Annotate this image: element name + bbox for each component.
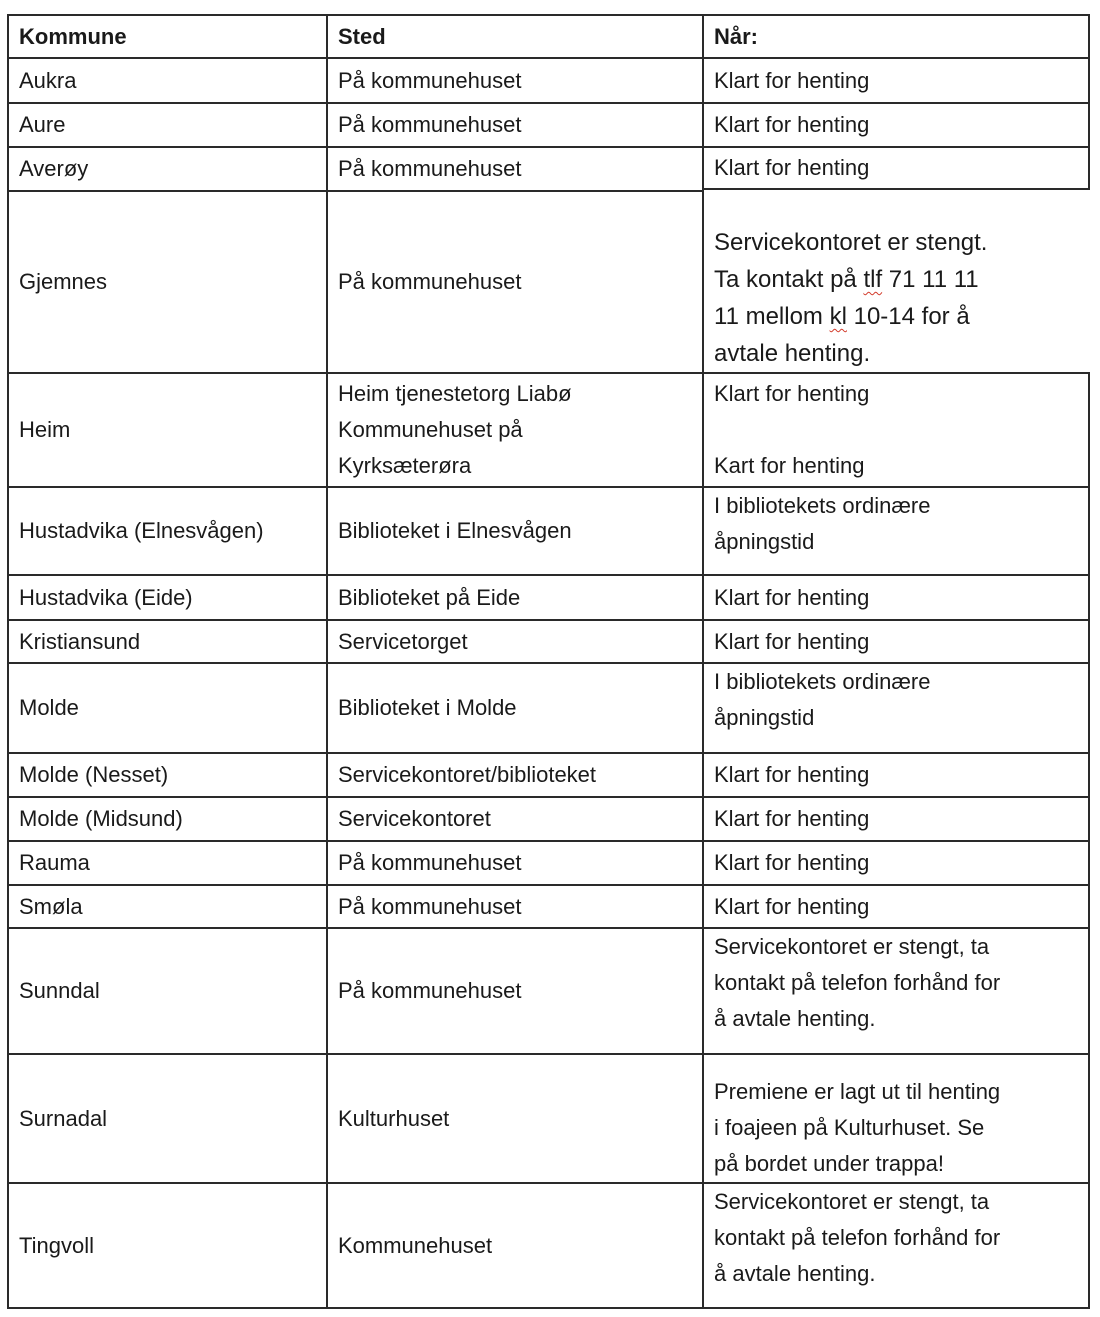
- table-row: [7, 57, 1090, 102]
- sted-cell: [326, 146, 702, 190]
- kommune-text: Hustadvika (Eide): [19, 584, 193, 610]
- sted-text: På kommunehuset: [338, 112, 522, 137]
- naar-cell: [702, 1182, 1090, 1309]
- kommune-cell: [7, 574, 326, 619]
- sted-cell: [326, 662, 702, 752]
- sted-text: Biblioteket på Eide: [338, 584, 521, 610]
- naar-text: Premiene er lagt ut til henting: [714, 1079, 1001, 1104]
- table-row: [7, 372, 1090, 486]
- table-row: [7, 574, 1090, 619]
- kommune-text: Tingvoll: [19, 1232, 94, 1258]
- naar-text: Klart for henting: [714, 806, 870, 831]
- table-row: [7, 486, 1090, 574]
- header-label: Sted: [338, 23, 386, 49]
- table-row: [7, 796, 1090, 840]
- naar-cell: [702, 372, 1090, 486]
- kommune-cell: [7, 486, 326, 574]
- naar-text: på bordet under trappa!: [714, 1151, 944, 1176]
- kommune-text: Aukra: [19, 67, 77, 93]
- sted-text: Kommunehuset på: [338, 417, 523, 442]
- table-row: [7, 662, 1090, 752]
- naar-cell: [702, 662, 1090, 752]
- sted-text: På kommunehuset: [338, 978, 522, 1003]
- kommune-cell: [7, 752, 326, 796]
- spellcheck-word: tlf: [863, 266, 883, 293]
- sted-text: Heim tjenestetorg Liabø: [338, 381, 572, 406]
- naar-fragment: 71 11 11: [882, 266, 979, 293]
- kommune-cell: [7, 57, 326, 102]
- sted-cell: [326, 574, 702, 619]
- naar-text: I bibliotekets ordinære: [714, 669, 931, 694]
- naar-text: kontakt på telefon forhånd for: [714, 1225, 1001, 1250]
- table-row: [7, 884, 1090, 927]
- kommune-text: Molde: [19, 695, 79, 720]
- table-row: [7, 619, 1090, 662]
- naar-cell: [702, 927, 1090, 1053]
- table-row: [7, 190, 1090, 372]
- sted-text: På kommunehuset: [338, 850, 522, 875]
- kommune-cell: [7, 619, 326, 662]
- sted-text: På kommunehuset: [338, 893, 522, 919]
- naar-cell: [702, 619, 1090, 662]
- pickup-table: [7, 14, 1090, 1309]
- naar-cell: [702, 796, 1090, 840]
- kommune-cell: [7, 372, 326, 486]
- naar-text: avtale henting.: [714, 340, 871, 367]
- naar-cell: [702, 1053, 1090, 1182]
- table-row: [7, 840, 1090, 884]
- sted-text: Kulturhuset: [338, 1105, 450, 1131]
- kommune-cell: [7, 662, 326, 752]
- naar-text: kontakt på telefon forhånd for: [714, 970, 1001, 995]
- table-row: [7, 1053, 1090, 1182]
- naar-text: Klart for henting: [714, 112, 870, 137]
- naar-text: [714, 298, 1082, 335]
- naar-text: Servicekontoret er stengt.: [714, 229, 988, 256]
- kommune-text: Gjemnes: [19, 269, 108, 294]
- sted-text: Biblioteket i Molde: [338, 695, 517, 720]
- kommune-cell: [7, 190, 326, 372]
- naar-cell: [702, 574, 1090, 619]
- naar-fragment: 10-14 for å: [846, 303, 970, 330]
- kommune-cell: [7, 146, 326, 190]
- kommune-text: Kristiansund: [19, 628, 141, 654]
- table-row: [7, 752, 1090, 796]
- naar-fragment: Ta kontakt på: [714, 266, 857, 293]
- header-kommune: [7, 14, 326, 57]
- header-sted: [326, 14, 702, 57]
- sted-cell: [326, 840, 702, 884]
- kommune-text: Aure: [19, 112, 66, 137]
- sted-text: På kommunehuset: [338, 269, 522, 294]
- kommune-cell: [7, 796, 326, 840]
- kommune-text: Surnadal: [19, 1105, 108, 1131]
- sted-cell: [326, 619, 702, 662]
- naar-text: å avtale henting.: [714, 1006, 876, 1031]
- kommune-cell: [7, 840, 326, 884]
- sted-cell: [326, 190, 702, 372]
- sted-cell: [326, 752, 702, 796]
- sted-cell: [326, 486, 702, 574]
- kommune-text: Smøla: [19, 893, 83, 919]
- naar-text: I bibliotekets ordinære: [714, 493, 931, 518]
- sted-cell: [326, 1053, 702, 1182]
- naar-cell: [702, 486, 1090, 574]
- header-label: Kommune: [19, 23, 127, 49]
- kommune-text: Molde (Nesset): [19, 762, 169, 787]
- header-naar: [702, 14, 1090, 57]
- naar-cell: [702, 57, 1090, 102]
- sted-text: Servicetorget: [338, 628, 468, 654]
- sted-cell: [326, 884, 702, 927]
- naar-text: åpningstid: [714, 529, 815, 554]
- naar-text: Klart for henting: [714, 762, 870, 787]
- sted-text: Servicekontoret/biblioteket: [338, 762, 597, 787]
- sted-text: Servicekontoret: [338, 806, 491, 831]
- kommune-text: Heim: [19, 417, 71, 442]
- naar-text: Klart for henting: [714, 584, 870, 610]
- naar-text: [714, 261, 1082, 298]
- kommune-cell: [7, 1182, 326, 1309]
- kommune-cell: [7, 102, 326, 146]
- spellcheck-word: kl: [829, 303, 847, 330]
- sted-text: På kommunehuset: [338, 67, 522, 93]
- naar-text: Klart for henting: [714, 67, 870, 93]
- naar-text: Klart for henting: [714, 155, 870, 180]
- kommune-text: Sunndal: [19, 978, 100, 1003]
- sted-text: På kommunehuset: [338, 156, 522, 181]
- naar-text: [714, 412, 1080, 448]
- naar-cell: [702, 102, 1090, 146]
- naar-text: Klart for henting: [714, 893, 870, 919]
- kommune-text: Rauma: [19, 850, 90, 875]
- naar-fragment: 11 mellom: [714, 303, 830, 330]
- naar-text: Klart for henting: [714, 628, 870, 654]
- naar-text: Servicekontoret er stengt, ta: [714, 934, 990, 959]
- naar-text: Klart for henting: [714, 850, 870, 875]
- table-header-row: [7, 14, 1090, 57]
- naar-cell: [702, 146, 1090, 190]
- naar-text: å avtale henting.: [714, 1261, 876, 1286]
- kommune-text: Hustadvika (Elnesvågen): [19, 518, 264, 543]
- sted-text: Kyrksæterøra: [338, 453, 472, 478]
- sted-cell: [326, 102, 702, 146]
- sted-text: Biblioteket i Elnesvågen: [338, 518, 572, 543]
- kommune-cell: [7, 884, 326, 927]
- naar-text: åpningstid: [714, 705, 815, 730]
- table-row: [7, 927, 1090, 1053]
- naar-cell: [702, 884, 1090, 927]
- naar-text: Klart for henting: [714, 381, 870, 406]
- naar-text: Kart for henting: [714, 453, 865, 478]
- table-row: [7, 1182, 1090, 1309]
- sted-text: Kommunehuset: [338, 1232, 493, 1258]
- header-label: Når:: [714, 23, 759, 49]
- kommune-text: Averøy: [19, 156, 89, 181]
- kommune-text: Molde (Midsund): [19, 806, 183, 831]
- naar-cell: [702, 190, 1090, 372]
- kommune-cell: [7, 927, 326, 1053]
- sted-cell: [326, 372, 702, 486]
- naar-text: Servicekontoret er stengt, ta: [714, 1189, 990, 1214]
- sted-cell: [326, 796, 702, 840]
- table-row: [7, 146, 1090, 190]
- sted-cell: [326, 927, 702, 1053]
- kommune-cell: [7, 1053, 326, 1182]
- naar-cell: [702, 752, 1090, 796]
- sted-cell: [326, 1182, 702, 1309]
- table-row: [7, 102, 1090, 146]
- naar-text: i foajeen på Kulturhuset. Se: [714, 1115, 985, 1140]
- naar-cell: [702, 840, 1090, 884]
- sted-cell: [326, 57, 702, 102]
